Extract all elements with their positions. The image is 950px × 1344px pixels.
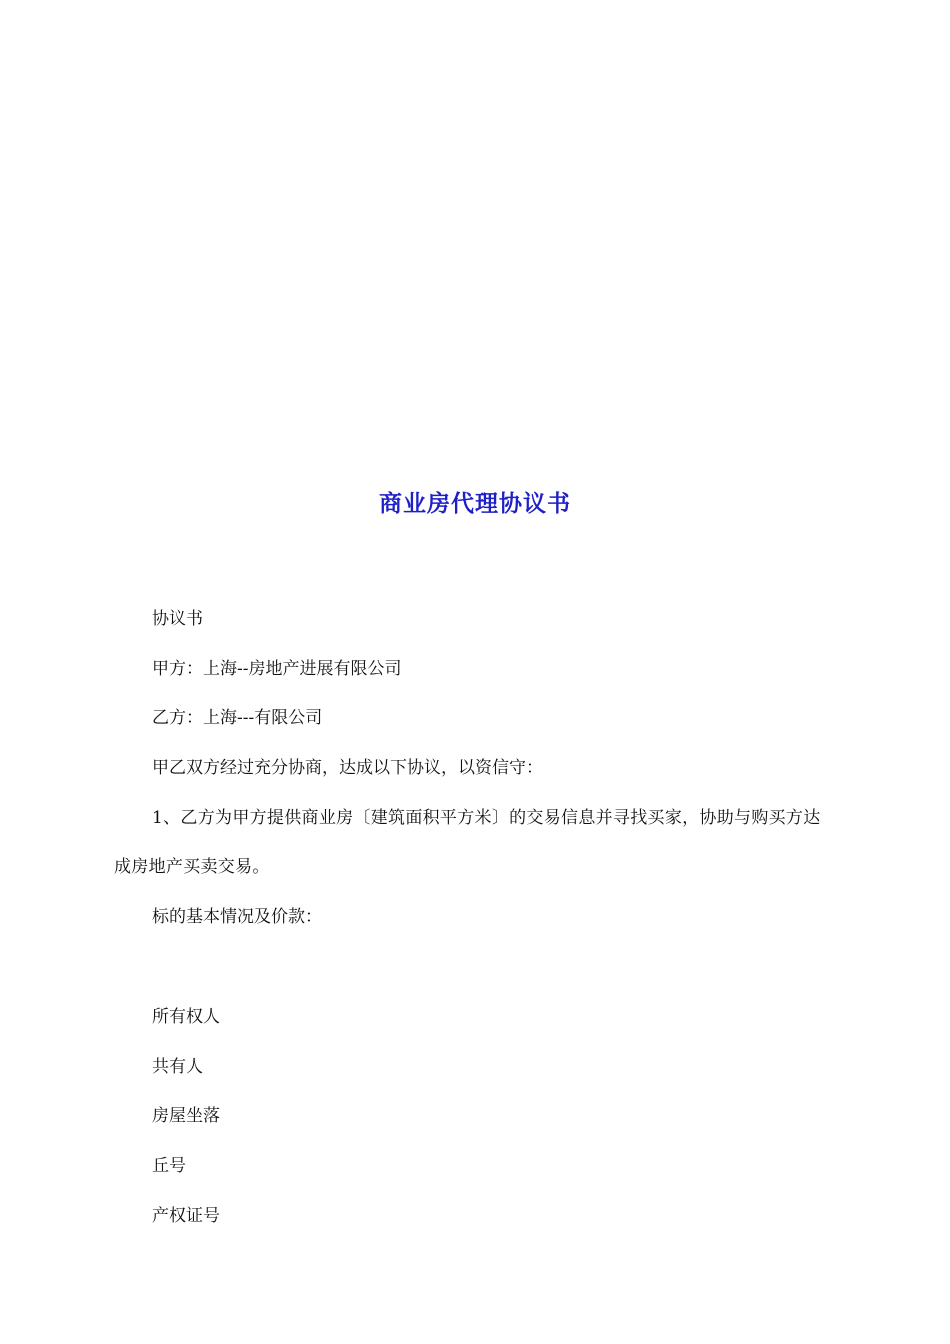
field-owner: 所有权人 [152, 1007, 220, 1027]
clause-1-paragraph: 1、乙方为甲方提供商业房〔建筑面积平方米〕的交易信息并寻找买家，协助与购买方达成房地产买卖交易。 [114, 808, 821, 877]
field-certificate-number: 产权证号 [152, 1206, 220, 1226]
document-title: 商业房代理协议书 [379, 491, 571, 517]
field-location: 房屋坐落 [152, 1106, 220, 1126]
party-a-line: 甲方：上海--房地产进展有限公司 [152, 659, 402, 679]
subject-heading: 标的基本情况及价款： [152, 907, 322, 927]
section-heading: 协议书 [152, 609, 203, 629]
field-co-owner: 共有人 [152, 1057, 203, 1077]
intro-line: 甲乙双方经过充分协商，达成以下协议，以资信守： [152, 758, 543, 778]
party-b-line: 乙方：上海---有限公司 [152, 708, 323, 728]
field-lot-number: 丘号 [152, 1156, 186, 1176]
